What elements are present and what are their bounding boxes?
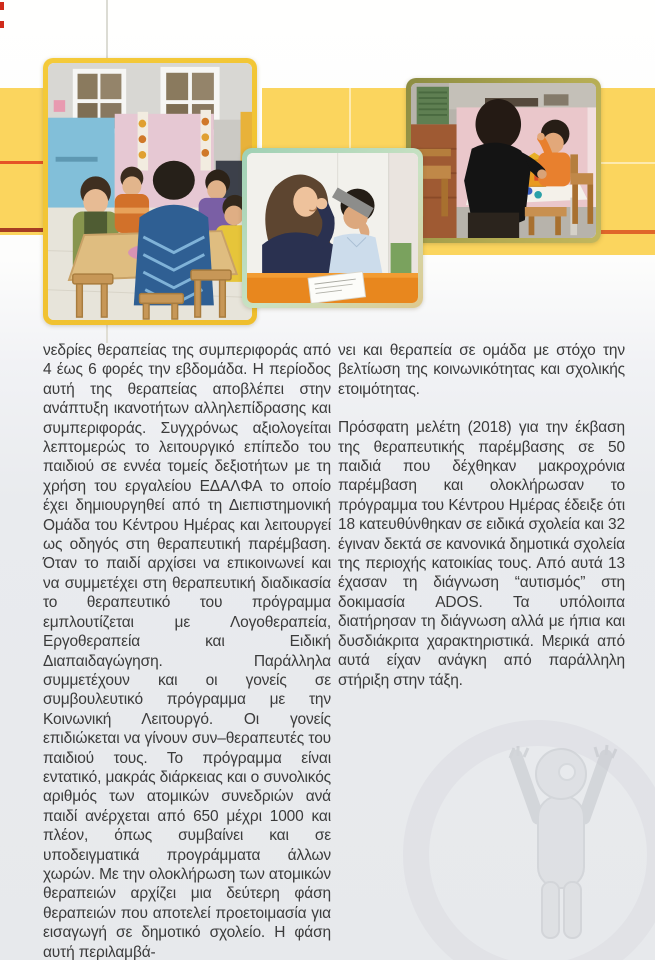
photo-speech-therapy-image	[247, 153, 418, 303]
red-edge-tick	[0, 21, 4, 28]
red-edge-tick	[0, 2, 4, 10]
photo-classroom-image	[48, 63, 252, 320]
text-column-right	[338, 341, 625, 960]
text-column-left	[43, 341, 331, 960]
photo-play-image	[411, 83, 596, 238]
photo-play-session	[406, 78, 601, 243]
paragraph-left-1: νεδρίες θεραπείας της συμπεριφοράς από 4 έως 6 φορές την εβδομάδα. Η περίοδος αυτή της θεραπείας αποβλέπει στην ανάπτυξη ικανοτήτων αλληλεπίδρασης και συμπεριφοράς. Συγχρόνως αξιολογείται λεπτομερώς το λειτουργικό επίπεδο του παιδιού σε εννέα τομείς δεξιοτήτων με τη χρήση του εργαλείου ΕΔΑΛΦΑ το οποίο έχει δημιουργηθεί από τη Διεπιστημονική Ομάδα του Κέντρου Ημέρας και λειτουργεί ως οδηγός στη θεραπευτική παρέμβαση. Όταν το παιδί αρχίσει να επικοινωνεί και να συμμετέχει στη θεραπευτική διαδικασία το θεραπευτικό του πρόγραμμα εμπλουτίζεται με Λογοθεραπεία, Εργοθεραπεία και Ειδική Διαπαιδαγώγηση. Παράλληλα συμμετέχουν και οι γονείς σε συμβουλευτικό πρόγραμμα με την Κοινωνική Λειτουργό. Οι γονείς επιδιώκεται να γίνουν συν–θεραπευτές του παιδιού τους. Το πρόγραμμα είναι εντατικό, μακράς διάρκειας και ο συνολικός αριθμός των ατομικών συνεδριών ανά παιδί ανέρχεται από 650 μέχρι 1000 και πλέον, όπως συμβαίνει και σε υποδειγματικά προγράμματα άλλων χωρών. Με την ολοκλήρωση των ατομικών θεραπειών αρχίζει μια δεύτερη φάση θεραπειών που αποτελεί προετοιμασία για εισαγωγή σε δημοτικό σχολείο. Η φάση αυτή περιλαμβά-	[43, 342, 331, 960]
photo-classroom	[43, 58, 257, 325]
body-text	[43, 341, 625, 960]
accent-line-red-mid	[0, 161, 43, 164]
paragraph-right-2: Πρόσφατη μελέτη (2018) για την έκβαση της θεραπευτικής παρέμβασης σε 50 παιδιά που δέχθηκαν μακροχρόνια παρέμβαση και ολοκλήρωσαν το πρόγραμμα του Κέντρου Ημέρας έδειξε ότι 18 κατευθύνθηκαν σε ειδικά σχολεία και 32 έγιναν δεκτά σε κανονικά δημοτικά σχολεία της περιοχής κατοικίας τους. Από αυτά 13 έχασαν τη διάγνωση “αυτισμός” στη δοκιμασία ADOS. Τα υπόλοιπα διατήρησαν τη διάγνωση αλλά με ήπια και δυσδιάκριτα χαρακτηριστικά. Μερικά από αυτά είχαν ανάγκη από παράλληλη στήριξη στην τάξη.	[338, 419, 625, 689]
photo-speech-therapy	[242, 148, 423, 308]
paragraph-right-1: νει και θεραπεία σε ομάδα με στόχο την βελτίωση της κοινωνικότητας και σχολικής ετοιμότητας.	[338, 342, 625, 398]
top-vertical-rule	[106, 0, 108, 60]
accent-line-darkred-bottom	[0, 228, 43, 232]
